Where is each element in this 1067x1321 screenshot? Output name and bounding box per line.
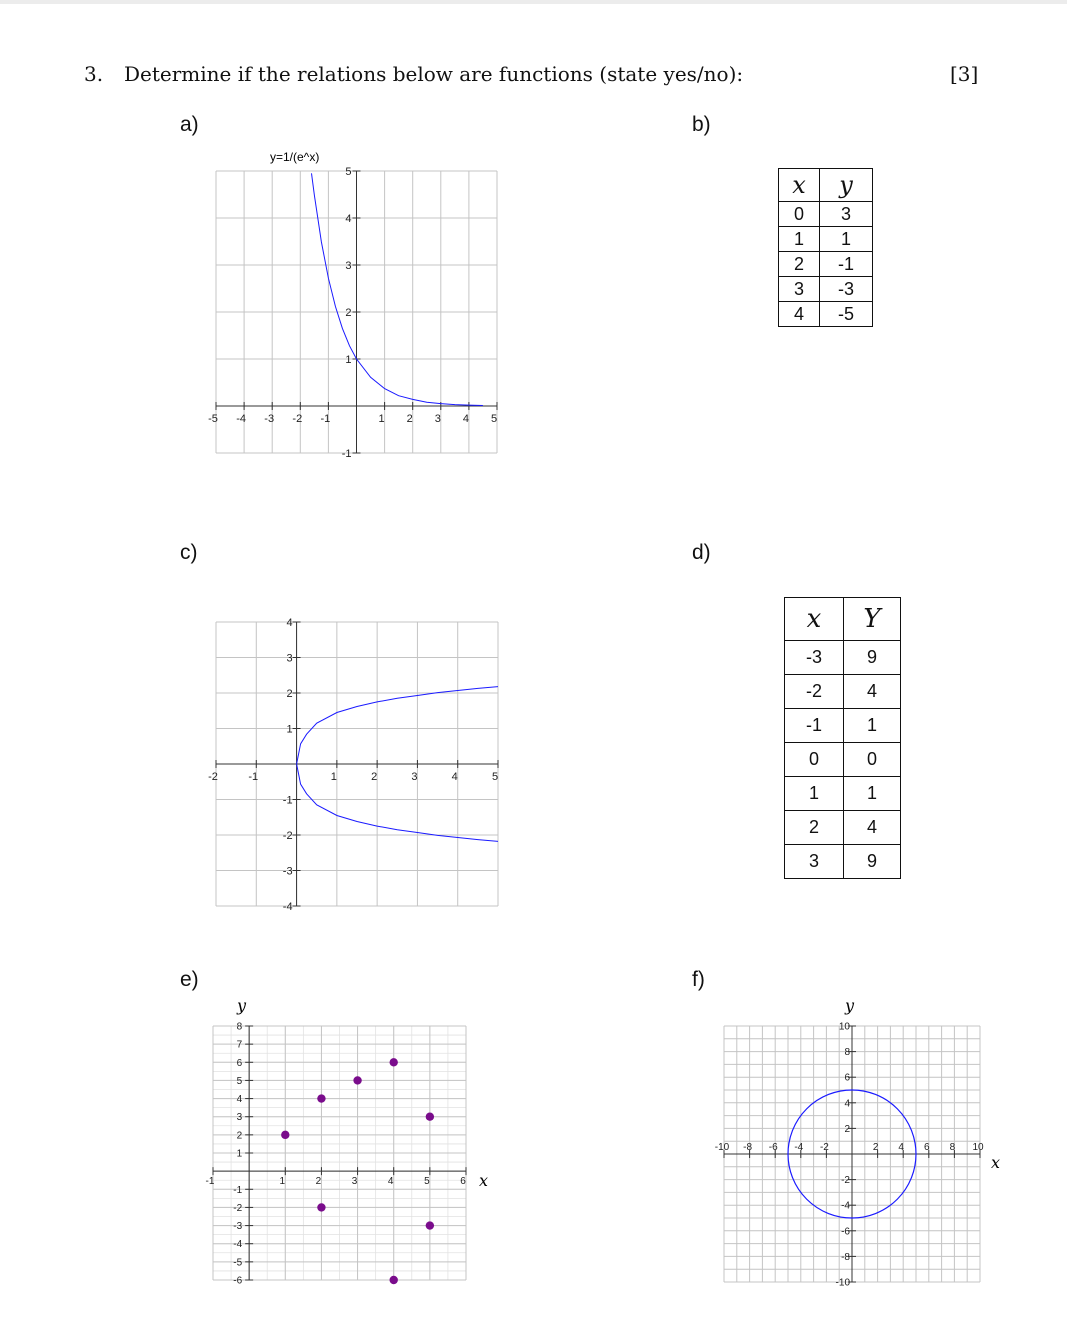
x-tick-label: 4 [387,1176,394,1188]
y-tick-label: 4 [236,1094,243,1106]
y-tick-label: 7 [236,1039,243,1051]
x-tick-label: -1 [205,1176,215,1188]
table-cell: 0 [785,743,844,777]
table-cell: -5 [820,302,873,327]
table-row [785,811,901,845]
x-tick-label: 5 [490,413,498,425]
table-b-header-y: y [820,169,873,202]
part-f-label: f) [692,968,705,991]
table-cell: 2 [779,252,820,277]
y-tick-label: 2 [345,306,352,319]
y-tick-label: -1 [282,794,293,807]
x-tick-label: -2 [292,413,303,425]
y-tick-label: -3 [282,865,293,878]
y-tick-label: -1 [341,447,352,460]
x-tick-label: 6 [924,1142,930,1153]
x-tick-label: 2 [371,771,378,783]
table-d-header-y: Y [844,598,901,641]
x-tick-label: -4 [794,1142,804,1153]
table-cell: 0 [844,743,901,777]
table-cell: 4 [844,675,901,709]
table-row [785,675,901,709]
graph-f-xlabel: x [991,1153,1001,1172]
table-d-header-x: x [785,598,844,641]
table-cell: 3 [820,202,873,227]
x-tick-label: 4 [898,1142,904,1153]
y-tick-label: -8 [841,1251,850,1263]
y-tick-label: 1 [236,1148,243,1160]
table-cell: 0 [779,202,820,227]
y-tick-label: 4 [286,616,293,629]
y-tick-label: 8 [844,1047,850,1059]
y-tick-label: 3 [286,652,293,665]
table-cell: 1 [785,777,844,811]
y-tick-label: -4 [841,1200,850,1212]
table-cell: 3 [785,845,844,879]
table-cell: 9 [844,845,901,879]
y-tick-label: 2 [844,1123,850,1135]
table-cell: 4 [779,302,820,327]
table-cell: 9 [844,641,901,675]
x-tick-label: 4 [462,413,469,425]
y-tick-label: -5 [233,1257,243,1269]
y-tick-label: -2 [282,829,293,842]
table-cell: -2 [785,675,844,709]
table-row [779,202,873,227]
y-tick-label: 8 [236,1021,243,1033]
y-tick-label: 2 [286,687,293,700]
table-row [779,302,873,327]
y-tick-label: 6 [844,1072,850,1084]
part-d-label: d) [692,541,711,564]
part-e-label: e) [180,968,199,991]
table-cell: -3 [785,641,844,675]
x-tick-label: -1 [320,413,331,425]
y-tick-label: 1 [286,723,293,736]
x-tick-label: 3 [411,771,418,783]
y-tick-label: 4 [844,1098,850,1110]
x-tick-label: 2 [872,1142,879,1153]
x-tick-label: 8 [949,1142,956,1153]
table-cell: 2 [785,811,844,845]
x-tick-label: 1 [279,1176,286,1188]
table-row [785,777,901,811]
graph-f-ylabel: y [845,996,855,1015]
x-tick-label: 2 [406,413,413,425]
y-tick-label: 4 [345,212,352,225]
x-tick-label: 1 [378,413,385,425]
table-row [779,277,873,302]
x-tick-label: -4 [236,413,246,425]
x-tick-label: 6 [460,1176,466,1188]
y-tick-label: -3 [233,1221,243,1233]
x-tick-label: 3 [351,1176,358,1188]
y-tick-label: 1 [345,353,352,366]
y-tick-label: 5 [236,1075,243,1087]
y-tick-label: -1 [233,1184,243,1196]
graph-e-ylabel: y [237,996,247,1015]
y-tick-label: -10 [835,1277,850,1289]
x-tick-label: 5 [491,771,499,783]
table-cell: 3 [779,277,820,302]
x-tick-label: -10 [714,1142,730,1153]
x-tick-label: -1 [248,771,259,783]
y-tick-label: 10 [838,1021,850,1033]
graph-e-xlabel: x [479,1171,489,1190]
table-row [785,845,901,879]
graph-a-title: y=1/(e^x) [270,150,320,164]
table-cell: 4 [844,811,901,845]
question-number: 3. [84,62,104,86]
table-row [785,641,901,675]
table-cell: 1 [779,227,820,252]
table-b [778,168,873,327]
question-text: Determine if the relations below are functions (state yes/no): [124,62,744,86]
x-tick-label: 5 [424,1176,430,1188]
y-tick-label: -2 [233,1202,243,1214]
table-cell: 1 [844,709,901,743]
part-c-label: c) [180,541,198,564]
x-tick-label: -2 [208,771,218,783]
table-cell: -1 [820,252,873,277]
table-cell: 1 [820,227,873,252]
y-tick-label: -4 [233,1239,243,1251]
part-b-label: b) [692,113,711,136]
x-tick-label: -3 [264,413,275,425]
part-a-label: a) [180,113,199,136]
y-tick-label: 6 [236,1057,243,1069]
y-tick-label: -2 [841,1175,850,1187]
x-tick-label: 2 [315,1176,322,1188]
x-tick-label: -8 [743,1142,753,1153]
y-tick-label: 3 [345,259,352,272]
table-row [779,227,873,252]
x-tick-label: 3 [434,413,441,425]
x-tick-label: 4 [451,771,458,783]
y-tick-label: -6 [841,1226,850,1238]
table-cell: -1 [785,709,844,743]
y-tick-label: 5 [345,165,352,178]
table-cell: -3 [820,277,873,302]
x-tick-label: -5 [208,413,218,425]
y-tick-label: -4 [282,900,293,913]
table-d [784,597,901,879]
table-b-header-x: x [779,169,820,202]
y-tick-label: 2 [236,1130,243,1142]
table-cell: 1 [844,777,901,811]
x-tick-label: 1 [330,771,337,783]
y-tick-label: -6 [233,1275,243,1287]
x-tick-label: -2 [819,1142,829,1153]
table-row [785,709,901,743]
question-marks: [3] [950,62,979,86]
y-tick-label: 3 [236,1112,243,1124]
x-tick-label: 10 [972,1142,984,1153]
x-tick-label: -6 [768,1142,778,1153]
table-row [779,252,873,277]
table-row [785,743,901,777]
